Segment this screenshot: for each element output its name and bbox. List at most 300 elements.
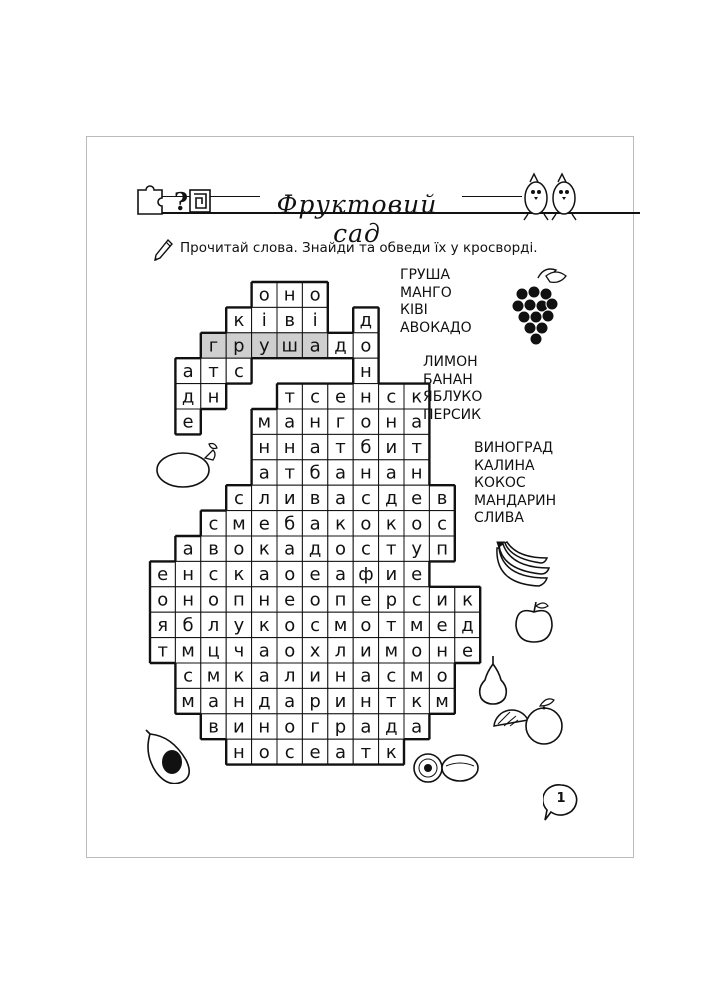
grid-cell	[379, 638, 404, 663]
svg-text:х: х	[309, 640, 321, 662]
svg-text:д: д	[359, 310, 373, 332]
grid-cell	[277, 333, 302, 358]
svg-text:о: о	[360, 335, 372, 357]
grid-cell	[328, 536, 353, 561]
svg-text:к: к	[233, 310, 245, 332]
svg-text:н: н	[436, 640, 448, 662]
grid-cell	[150, 561, 175, 586]
svg-text:е: е	[258, 513, 270, 535]
page-number: 1	[556, 791, 566, 806]
grid-cell	[328, 434, 353, 459]
svg-text:д: д	[385, 487, 398, 509]
svg-text:л: л	[283, 665, 296, 687]
svg-text:ч: ч	[233, 640, 245, 662]
grid-cell	[175, 587, 200, 612]
grid-cell	[302, 688, 327, 713]
svg-text:м: м	[384, 640, 399, 662]
word-item: ГРУША	[400, 267, 451, 283]
svg-text:о: о	[360, 513, 372, 535]
svg-text:а: а	[284, 538, 296, 560]
grid-cell	[379, 663, 404, 688]
grid-cell	[379, 485, 404, 510]
grid-cell	[226, 333, 251, 358]
word-list-2	[423, 354, 482, 424]
svg-text:д: д	[258, 691, 271, 713]
grid-cell	[302, 409, 327, 434]
svg-text:а: а	[309, 437, 321, 459]
grid-cell	[328, 663, 353, 688]
grid-cell	[404, 638, 429, 663]
grid-cell	[353, 307, 378, 332]
svg-text:о: о	[360, 614, 372, 636]
svg-text:г: г	[335, 411, 346, 433]
grid-cell	[252, 536, 277, 561]
svg-text:о: о	[284, 614, 296, 636]
grid-cell	[226, 561, 251, 586]
svg-text:к: к	[462, 589, 473, 611]
grid-cell	[201, 612, 226, 637]
word-item: ВИНОГРАД	[474, 440, 554, 456]
grid-cell	[379, 511, 404, 536]
svg-text:о: о	[258, 284, 270, 306]
bananas-icon	[493, 538, 553, 588]
grid-cell	[379, 384, 404, 409]
grid-cell	[328, 612, 353, 637]
grid-cell	[201, 663, 226, 688]
svg-text:н: н	[258, 589, 271, 611]
grid-cell	[429, 536, 454, 561]
svg-text:д: д	[308, 538, 322, 560]
grid-cell	[201, 561, 226, 586]
word-item: БАНАН	[423, 371, 473, 388]
word-item: МАНДАРИН	[474, 492, 557, 509]
svg-text:с: с	[411, 589, 422, 611]
svg-text:а: а	[309, 513, 321, 535]
svg-text:о: о	[233, 538, 245, 560]
grid-cell	[226, 536, 251, 561]
grid-cell	[302, 561, 327, 586]
grid-cell	[302, 638, 327, 663]
grid-cell	[302, 536, 327, 561]
grid-cell	[353, 511, 378, 536]
svg-text:и: и	[385, 437, 398, 459]
grid-cell	[379, 714, 404, 739]
grid-cell	[201, 587, 226, 612]
grid-cell	[328, 739, 353, 764]
svg-text:н: н	[360, 360, 372, 382]
svg-text:н: н	[360, 386, 372, 408]
grid-cell	[252, 714, 277, 739]
grid-cell	[302, 485, 327, 510]
grid-cell	[353, 612, 378, 637]
svg-text:с: с	[386, 386, 397, 408]
grid-cell	[328, 333, 353, 358]
svg-text:н: н	[233, 741, 245, 763]
svg-text:е: е	[309, 564, 321, 586]
grid-cell	[429, 511, 454, 536]
svg-text:т: т	[386, 614, 397, 636]
grid-cell	[175, 358, 200, 383]
grid-cell	[302, 282, 327, 307]
grid-cell	[353, 536, 378, 561]
grid-cell	[277, 460, 302, 485]
grid-cell	[404, 536, 429, 561]
svg-text:о: о	[436, 665, 448, 687]
svg-text:с: с	[233, 487, 244, 509]
svg-text:с: с	[183, 665, 194, 687]
svg-text:а: а	[411, 411, 423, 433]
grid-cell	[201, 638, 226, 663]
svg-text:н: н	[309, 411, 321, 433]
grid-cell	[175, 561, 200, 586]
grid-cell	[404, 561, 429, 586]
grid-cell	[404, 511, 429, 536]
svg-text:у: у	[258, 335, 270, 357]
grid-cell	[302, 434, 327, 459]
grid-cell	[302, 663, 327, 688]
grid-cell	[455, 612, 480, 637]
grid-cell	[404, 688, 429, 713]
svg-text:н: н	[182, 589, 194, 611]
svg-text:н: н	[258, 716, 271, 738]
svg-text:в: в	[284, 310, 296, 332]
svg-text:а: а	[284, 411, 296, 433]
svg-text:г: г	[310, 716, 320, 738]
grid-cell	[302, 460, 327, 485]
grid-cell	[328, 460, 353, 485]
svg-text:е: е	[334, 386, 347, 408]
svg-text:и: и	[283, 487, 296, 509]
grid-cell	[150, 638, 175, 663]
grid-cell	[252, 307, 277, 332]
grid-cell	[277, 536, 302, 561]
grid-cell	[175, 536, 200, 561]
svg-text:а: а	[258, 462, 270, 484]
svg-text:і: і	[312, 310, 318, 332]
svg-text:о: о	[258, 741, 270, 763]
lemon-icon	[153, 436, 223, 492]
grid-cell	[252, 409, 277, 434]
grid-cell	[277, 714, 302, 739]
svg-text:к: к	[385, 513, 397, 535]
word-item: СЛИВА	[474, 510, 524, 526]
svg-text:у: у	[233, 614, 245, 636]
svg-text:с: с	[360, 487, 371, 509]
grid-cell	[252, 460, 277, 485]
grid-cell	[404, 714, 429, 739]
grid-cell	[226, 307, 251, 332]
svg-text:к: к	[258, 538, 270, 560]
svg-text:р: р	[233, 335, 245, 357]
grid-cell	[252, 663, 277, 688]
grid-cell	[328, 688, 353, 713]
svg-text:е: е	[461, 640, 474, 662]
grid-cell	[379, 587, 404, 612]
grid-cell	[252, 739, 277, 764]
grid-cell	[328, 485, 353, 510]
instruction-text: Прочитай слова. Знайди та обведи їх у кросворді.	[180, 240, 538, 256]
svg-text:к: к	[335, 513, 346, 535]
svg-text:ц: ц	[207, 640, 220, 662]
svg-text:п: п	[334, 589, 347, 611]
grid-cell	[175, 663, 200, 688]
grid-cell	[328, 638, 353, 663]
svg-text:м: м	[333, 614, 348, 636]
svg-text:м: м	[257, 411, 272, 433]
grid-cell	[353, 739, 378, 764]
grid-cell	[353, 333, 378, 358]
svg-text:т: т	[360, 741, 372, 763]
grid-cell	[302, 739, 327, 764]
grid-cell	[379, 460, 404, 485]
svg-text:к: к	[385, 741, 397, 763]
svg-text:т: т	[208, 360, 219, 382]
grid-cell	[379, 409, 404, 434]
grid-cell	[150, 612, 175, 637]
grid-cell	[277, 384, 302, 409]
svg-text:о: о	[309, 589, 321, 611]
grid-cell	[379, 561, 404, 586]
grid-cell	[226, 638, 251, 663]
grid-cell	[175, 384, 200, 409]
svg-text:о: о	[360, 411, 372, 433]
grid-cell	[252, 511, 277, 536]
word-item: ЯБЛУКО	[423, 389, 483, 405]
svg-text:о: о	[284, 640, 296, 662]
grid-cell	[226, 688, 251, 713]
svg-text:и: и	[436, 589, 448, 611]
avocado-icon	[140, 728, 198, 784]
svg-text:т: т	[284, 462, 295, 484]
grid-cell	[277, 688, 302, 713]
grid-cell	[252, 688, 277, 713]
grid-cell	[302, 587, 327, 612]
grid-cell	[277, 612, 302, 637]
word-list-1	[400, 267, 472, 337]
grid-cell	[328, 587, 353, 612]
grid-cell	[175, 688, 200, 713]
word-item: КАЛИНА	[474, 457, 535, 474]
svg-text:и: и	[385, 564, 398, 586]
svg-text:к: к	[233, 665, 245, 687]
svg-text:а: а	[258, 665, 270, 687]
svg-text:м: м	[409, 614, 424, 636]
svg-text:а: а	[334, 462, 347, 484]
svg-text:м: м	[181, 640, 195, 662]
svg-text:т: т	[284, 386, 295, 408]
svg-text:с: с	[208, 564, 219, 586]
svg-text:л: л	[258, 487, 271, 509]
word-item: ЛИМОН	[423, 354, 478, 370]
apple-icon	[514, 598, 554, 644]
svg-text:е: е	[182, 411, 194, 433]
svg-text:б: б	[360, 437, 372, 459]
svg-text:а: а	[360, 716, 372, 738]
svg-text:в: в	[208, 716, 219, 738]
grid-cell	[175, 638, 200, 663]
grid-cell	[226, 714, 251, 739]
grid-cell	[277, 561, 302, 586]
svg-text:р: р	[334, 716, 347, 738]
svg-text:о: о	[334, 538, 347, 560]
word-item: АВОКАДО	[400, 319, 472, 336]
svg-text:ф: ф	[358, 564, 374, 586]
word-list-3	[474, 440, 556, 528]
svg-text:е: е	[360, 589, 372, 611]
grid-cell	[379, 739, 404, 764]
svg-text:е: е	[411, 564, 423, 586]
svg-text:н: н	[360, 691, 372, 713]
grid-cell	[429, 612, 454, 637]
grid-cell	[277, 434, 302, 459]
svg-text:к: к	[411, 691, 423, 713]
grid-cell	[201, 511, 226, 536]
svg-text:а: а	[360, 665, 372, 687]
svg-text:с: с	[386, 665, 397, 687]
svg-text:а: а	[334, 487, 347, 509]
svg-text:с: с	[233, 360, 244, 382]
grid-cell	[302, 307, 327, 332]
svg-text:д: д	[181, 386, 195, 408]
svg-text:н: н	[385, 411, 398, 433]
svg-text:а: а	[207, 691, 220, 713]
grid-cell	[226, 485, 251, 510]
grid-cell	[379, 688, 404, 713]
svg-text:т: т	[157, 640, 168, 662]
svg-text:о: о	[284, 564, 296, 586]
svg-text:д: д	[334, 335, 347, 357]
grid-cell	[404, 587, 429, 612]
svg-text:я: я	[157, 614, 169, 636]
grid-cell	[302, 511, 327, 536]
grid-cell	[277, 587, 302, 612]
svg-text:?: ?	[174, 187, 189, 216]
svg-text:к: к	[258, 614, 270, 636]
svg-text:е: е	[436, 614, 448, 636]
svg-text:е: е	[157, 564, 169, 586]
grid-cell	[252, 638, 277, 663]
grid-cell	[277, 511, 302, 536]
grid-cell	[429, 638, 454, 663]
grid-cell	[150, 587, 175, 612]
svg-text:с: с	[284, 741, 295, 763]
svg-text:в: в	[309, 487, 321, 509]
svg-text:п: п	[233, 589, 245, 611]
svg-text:м: м	[232, 513, 246, 535]
svg-text:к: к	[411, 386, 423, 408]
grid-cell	[226, 358, 251, 383]
svg-text:д: д	[461, 614, 474, 636]
svg-text:в: в	[436, 487, 448, 509]
grid-cell	[277, 739, 302, 764]
grid-cell	[404, 460, 429, 485]
svg-text:р: р	[385, 589, 398, 611]
grid-cell	[201, 358, 226, 383]
svg-text:л: л	[207, 614, 220, 636]
grid-cell	[201, 536, 226, 561]
svg-text:а: а	[385, 462, 397, 484]
grid-cell	[175, 612, 200, 637]
svg-text:г: г	[208, 335, 219, 357]
svg-text:о: о	[411, 513, 423, 535]
svg-text:п: п	[436, 538, 448, 560]
grid-cell	[328, 511, 353, 536]
grid-cell	[353, 460, 378, 485]
svg-text:а: а	[258, 564, 270, 586]
svg-text:и: и	[233, 716, 245, 738]
svg-text:б: б	[284, 513, 296, 535]
svg-text:б: б	[182, 614, 194, 636]
svg-text:і: і	[261, 310, 267, 332]
grid-cell	[226, 663, 251, 688]
grid-cell	[353, 587, 378, 612]
grid-cell	[353, 384, 378, 409]
grid-cell	[302, 384, 327, 409]
svg-text:р: р	[309, 691, 321, 713]
svg-text:а: а	[258, 640, 270, 662]
word-item: КОКОС	[474, 475, 526, 491]
grid-cell	[252, 561, 277, 586]
grid-cell	[201, 384, 226, 409]
grapes-icon	[508, 264, 572, 348]
grid-cell	[404, 485, 429, 510]
word-item: ПЕРСИК	[423, 406, 482, 423]
svg-text:т: т	[386, 691, 397, 713]
grid-cell	[252, 333, 277, 358]
svg-text:л: л	[334, 640, 347, 662]
grid-cell	[404, 434, 429, 459]
grid-cell	[328, 561, 353, 586]
svg-text:и: и	[360, 640, 372, 662]
svg-text:о: о	[207, 589, 220, 611]
svg-text:б: б	[309, 462, 321, 484]
grid-cell	[302, 333, 327, 358]
grid-cell	[175, 409, 200, 434]
grid-cell	[328, 409, 353, 434]
svg-text:н: н	[182, 564, 194, 586]
grid-cell	[353, 714, 378, 739]
svg-text:е: е	[309, 741, 321, 763]
grid-cell	[226, 739, 251, 764]
svg-text:н: н	[334, 665, 347, 687]
svg-text:и: и	[334, 691, 347, 713]
grid-cell	[201, 688, 226, 713]
svg-text:с: с	[208, 513, 219, 535]
grid-cell	[353, 688, 378, 713]
grid-cell	[226, 612, 251, 637]
svg-text:a: a	[411, 716, 423, 738]
svg-text:е: е	[284, 589, 296, 611]
svg-text:н: н	[258, 437, 271, 459]
svg-text:а: а	[309, 335, 321, 357]
grid-cell	[353, 638, 378, 663]
svg-text:м: м	[409, 665, 424, 687]
svg-text:а: а	[334, 564, 347, 586]
svg-text:и: и	[309, 665, 321, 687]
grid-cell	[353, 663, 378, 688]
svg-text:а: а	[182, 360, 194, 382]
svg-text:т: т	[411, 437, 422, 459]
grid-cell	[404, 663, 429, 688]
grid-cell	[252, 282, 277, 307]
grid-cell	[252, 612, 277, 637]
grid-cell	[455, 587, 480, 612]
grid-cell	[226, 511, 251, 536]
svg-text:т: т	[386, 538, 397, 560]
grid-cell	[404, 612, 429, 637]
svg-text:н: н	[410, 462, 423, 484]
svg-text:н: н	[283, 284, 296, 306]
